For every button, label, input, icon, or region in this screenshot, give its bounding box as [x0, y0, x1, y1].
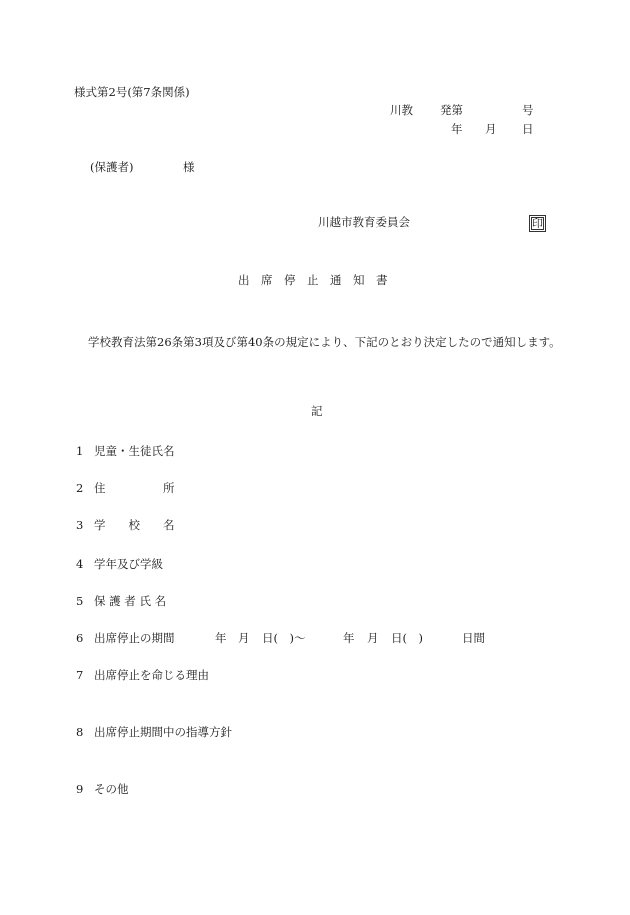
- addressee-label: (保護者): [90, 160, 134, 174]
- period-start-day: 日( )〜: [262, 631, 306, 645]
- body-paragraph: 学校教育法第26条第3項及び第40条の規定により、下記のとおり決定したので通知します。: [88, 335, 561, 349]
- period-start-month: 月: [238, 631, 250, 645]
- ref-prefix: 川教: [390, 103, 413, 117]
- item-number: 7: [76, 668, 84, 682]
- form-number: 様式第2号(第7条関係): [74, 85, 190, 99]
- seal-text: 印: [532, 217, 543, 230]
- date-day: 日: [522, 122, 534, 136]
- item-label: 学年及び学級: [94, 557, 163, 571]
- item-3: [76, 520, 175, 532]
- item-1: [76, 446, 175, 458]
- period-end-day: 日( ): [391, 631, 423, 645]
- item-4: [76, 559, 163, 571]
- item-label: 保 護 者 氏 名: [94, 594, 167, 608]
- ref-suffix: 号: [522, 103, 534, 117]
- item-label: 学 校 名: [94, 518, 175, 532]
- seal-stamp: [529, 215, 546, 232]
- item-number: 1: [76, 444, 84, 458]
- item-6: [76, 633, 175, 645]
- item-2: [76, 483, 175, 495]
- item-number: 3: [76, 518, 84, 532]
- item-number: 5: [76, 594, 84, 608]
- item-number: 9: [76, 782, 84, 796]
- item-label: 出席停止期間中の指導方針: [94, 725, 232, 739]
- item-label: 住 所: [94, 481, 175, 495]
- item-label: その他: [94, 782, 129, 796]
- date-year: 年: [451, 122, 463, 136]
- item-number: 8: [76, 725, 84, 739]
- item-9: [76, 784, 129, 796]
- item-7: [76, 670, 209, 682]
- item-number: 4: [76, 557, 84, 571]
- period-start-year: 年: [215, 631, 227, 645]
- item-label: 出席停止を命じる理由: [94, 668, 209, 682]
- ref-mid: 発第: [440, 103, 463, 117]
- item-5: [76, 596, 166, 608]
- sender-name: 川越市教育委員会: [318, 215, 410, 229]
- date-month: 月: [485, 122, 497, 136]
- period-days: 日間: [462, 631, 485, 645]
- item-label: 児童・生徒氏名: [94, 444, 175, 458]
- document-title: 出 席 停 止 通 知 書: [238, 273, 388, 287]
- item-number: 6: [76, 631, 84, 645]
- item-8: [76, 727, 232, 739]
- ki-label: 記: [311, 404, 323, 418]
- item-label: 出席停止の期間: [94, 631, 175, 645]
- period-end-year: 年: [343, 631, 355, 645]
- addressee-honorific: 様: [183, 160, 195, 174]
- item-number: 2: [76, 481, 84, 495]
- period-end-month: 月: [367, 631, 379, 645]
